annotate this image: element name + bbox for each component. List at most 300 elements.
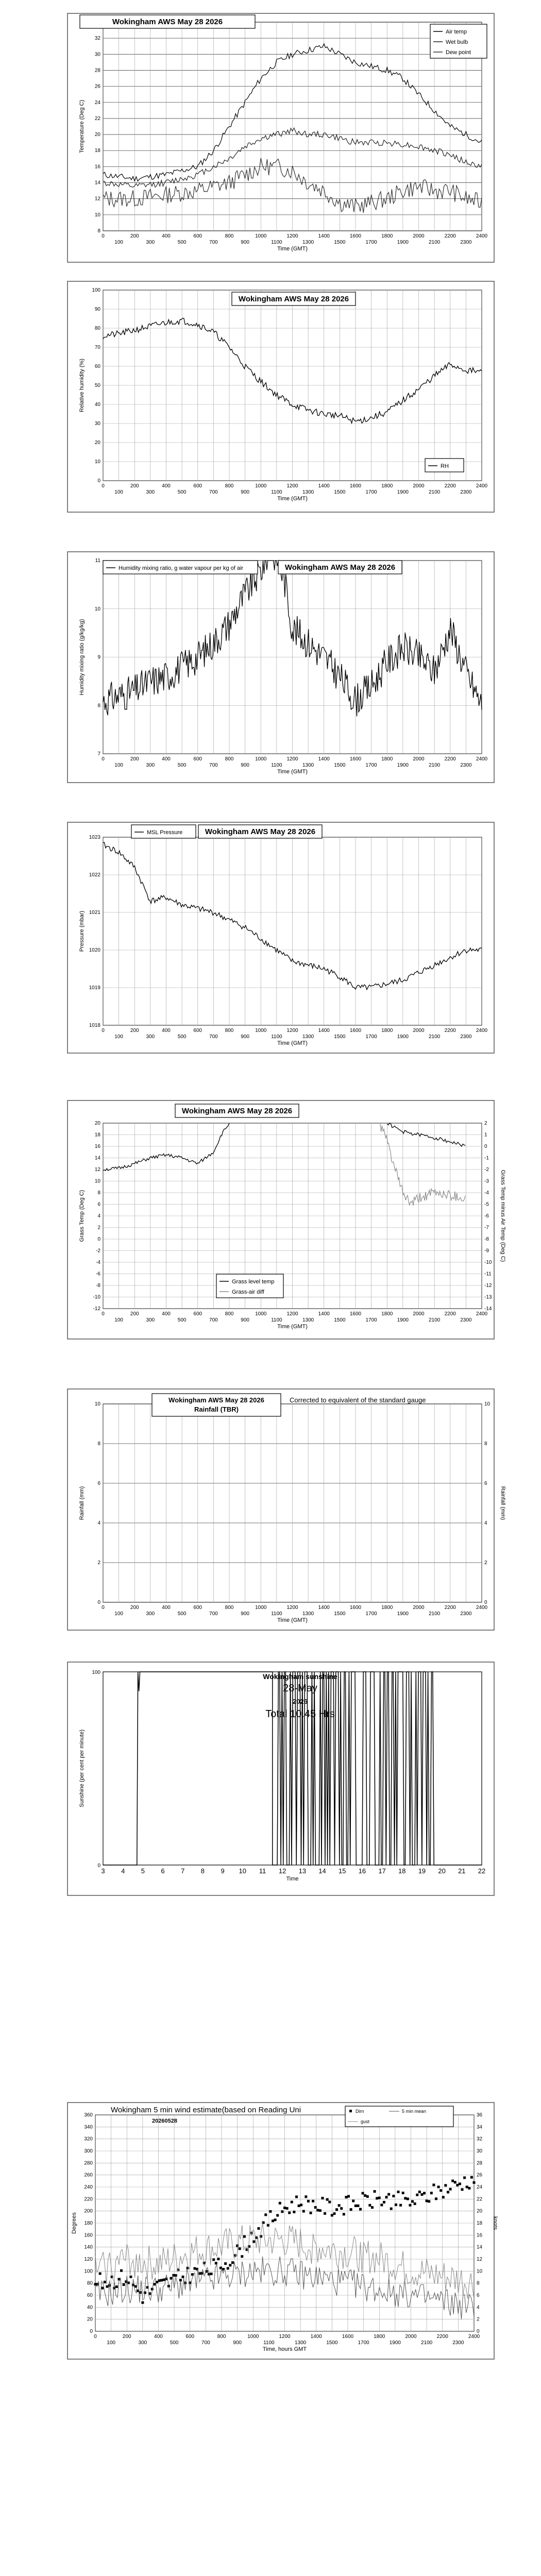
wind-direction-point xyxy=(181,2276,184,2278)
wind-direction-point xyxy=(241,2255,243,2258)
y-tick-label: -12 xyxy=(93,1306,100,1312)
x-tick-label: 1900 xyxy=(397,240,409,245)
legend-entry: MSL Pressure xyxy=(147,829,183,836)
mixing-ratio-chart xyxy=(67,551,495,783)
x-tick-label: 1900 xyxy=(397,1034,409,1040)
wind-direction-point xyxy=(276,2214,279,2217)
x-tick-label: 0 xyxy=(94,2334,97,2340)
y-tick-label: 1021 xyxy=(89,910,100,916)
wind-direction-point xyxy=(399,2204,402,2207)
y-tick-label: 240 xyxy=(84,2184,93,2190)
wind-direction-point xyxy=(193,2267,196,2270)
y-right-tick-label: -4 xyxy=(484,1190,489,1196)
temperature-chart xyxy=(67,13,495,263)
chart-note: Corrected to equivalent of the standard gauge xyxy=(290,1396,426,1404)
y-tick-label: 80 xyxy=(87,2280,93,2286)
y-right-tick-label: 2 xyxy=(484,1121,487,1126)
chart-subtitle: Rainfall (TBR) xyxy=(194,1405,239,1413)
wind-direction-point xyxy=(243,2235,246,2238)
x-tick-label: 1100 xyxy=(271,240,282,245)
wind-direction-point xyxy=(302,2210,305,2213)
wind-direction-point xyxy=(362,2192,364,2195)
wind-direction-point xyxy=(338,2204,341,2207)
y-tick-label: 0 xyxy=(97,1236,100,1242)
y-tick-label: 2 xyxy=(97,1225,100,1231)
x-tick-label: 1100 xyxy=(271,1611,282,1617)
wind-direction-point xyxy=(288,2211,291,2214)
wind-direction-point xyxy=(340,2207,343,2210)
wind-direction-point xyxy=(437,2185,440,2188)
wind-direction-point xyxy=(428,2200,430,2202)
x-tick-label: 1000 xyxy=(247,2334,259,2340)
x-tick-label: 0 xyxy=(102,756,105,762)
wind-direction-point xyxy=(310,2212,312,2214)
wind-direction-point xyxy=(104,2281,106,2283)
wind-direction-point xyxy=(210,2273,213,2275)
wind-direction-point xyxy=(451,2179,454,2182)
y-tick-label: 100 xyxy=(92,1670,100,1675)
wind-direction-point xyxy=(144,2292,146,2294)
x-tick-label: 1700 xyxy=(365,489,377,495)
chart-title: Wokingham AWS May 28 2026 xyxy=(168,1396,264,1404)
chart-title: Wokingham AWS May 28 2026 xyxy=(181,1107,293,1115)
y-axis-label: Temperature (Deg C) xyxy=(79,99,85,154)
x-tick-label: 2300 xyxy=(460,489,472,495)
mixing-ratio-chart-svg xyxy=(67,551,495,783)
y-tick-label: 340 xyxy=(84,2124,93,2130)
y-tick-label: 280 xyxy=(84,2160,93,2166)
x-tick-label: 1800 xyxy=(381,483,393,489)
y-tick-label: 24 xyxy=(94,99,100,106)
y-tick-label: 60 xyxy=(94,364,100,369)
wind-direction-point xyxy=(449,2188,452,2191)
y-tick-label: 0 xyxy=(97,1600,100,1605)
wind-direction-point xyxy=(350,2208,352,2211)
x-tick-label: 1100 xyxy=(271,1317,282,1323)
y-right-tick-label: 12 xyxy=(477,2257,483,2262)
wind-direction-point xyxy=(380,2204,383,2206)
y-tick-label: 14 xyxy=(94,1155,100,1161)
x-tick-label: 1000 xyxy=(255,1028,267,1033)
wind-direction-point xyxy=(300,2204,302,2206)
x-tick-label: 5 xyxy=(141,1867,145,1875)
wind-direction-point xyxy=(322,2197,324,2199)
x-tick-label: 1400 xyxy=(318,483,330,489)
x-tick-label: 2200 xyxy=(444,1311,456,1317)
y-tick-label: 80 xyxy=(94,326,100,331)
x-tick-label: 0 xyxy=(102,233,105,239)
wind-direction-point xyxy=(456,2184,459,2187)
y-right-tick-label: 4 xyxy=(477,2304,480,2311)
x-tick-label: 7 xyxy=(181,1867,185,1875)
x-tick-label: 0 xyxy=(102,483,105,489)
x-tick-label: 2200 xyxy=(444,233,456,239)
x-tick-label: 300 xyxy=(146,1034,155,1040)
x-tick-label: 2300 xyxy=(460,240,472,245)
x-tick-label: 200 xyxy=(130,1311,139,1317)
y-tick-label: 12 xyxy=(94,1167,100,1173)
chart-date: 28-May xyxy=(283,1683,317,1694)
x-tick-label: 1200 xyxy=(286,756,298,762)
x-tick-label: 1800 xyxy=(381,1605,393,1611)
x-tick-label: 1600 xyxy=(342,2334,354,2340)
wind-direction-point xyxy=(439,2189,442,2192)
x-tick-label: 1400 xyxy=(318,1028,330,1033)
y-right-tick-label: -8 xyxy=(484,1236,489,1242)
x-tick-label: 2300 xyxy=(460,1611,472,1617)
x-tick-label: 1800 xyxy=(381,756,393,762)
x-tick-label: 2200 xyxy=(444,1605,456,1611)
x-tick-label: 1700 xyxy=(365,762,377,768)
x-tick-label: 100 xyxy=(114,1317,123,1323)
chart-title: Wokingham 5 min wind estimate(based on Reading Uni xyxy=(111,2106,301,2114)
wind-direction-point xyxy=(468,2187,470,2190)
x-tick-label: 2400 xyxy=(476,1311,488,1317)
x-tick-label: 300 xyxy=(138,2340,147,2346)
x-tick-label: 1400 xyxy=(318,1605,330,1611)
y-right-tick-label: 1 xyxy=(484,1132,487,1138)
x-tick-label: 1900 xyxy=(397,762,409,768)
wind-direction-point xyxy=(326,2198,329,2201)
x-tick-label: 1800 xyxy=(381,1311,393,1317)
x-tick-label: 600 xyxy=(193,233,202,239)
x-tick-label: 1700 xyxy=(365,1611,377,1617)
wind-direction-point xyxy=(175,2274,177,2277)
x-tick-label: 800 xyxy=(225,756,234,762)
x-tick-label: 2000 xyxy=(413,1311,425,1317)
x-tick-label: 1400 xyxy=(318,1311,330,1317)
x-tick-label: 600 xyxy=(185,2334,195,2340)
x-tick-label: 2000 xyxy=(413,233,425,239)
wind-direction-point xyxy=(224,2262,227,2265)
legend-entry: gust xyxy=(361,2119,370,2124)
wind-direction-point xyxy=(314,2206,317,2209)
x-tick-label: 300 xyxy=(146,1317,155,1323)
x-axis-label: Time xyxy=(286,1876,299,1882)
y-axis-label: Rainfall (mm) xyxy=(79,1486,85,1520)
x-tick-label: 300 xyxy=(146,1611,155,1617)
y-tick-label: -6 xyxy=(96,1271,100,1277)
x-tick-label: 2000 xyxy=(413,483,425,489)
humidity-chart-svg xyxy=(67,281,495,513)
wind-direction-point xyxy=(426,2199,428,2202)
wind-direction-point xyxy=(120,2269,123,2272)
y-tick-label: 320 xyxy=(84,2136,93,2142)
y-tick-label: 100 xyxy=(92,287,100,293)
x-tick-label: 900 xyxy=(241,489,249,495)
y-right-tick-label: -3 xyxy=(484,1178,489,1184)
x-tick-label: 400 xyxy=(162,1605,171,1611)
x-tick-label: 20 xyxy=(438,1867,446,1875)
x-tick-label: 200 xyxy=(130,483,139,489)
x-tick-label: 1200 xyxy=(286,1311,298,1317)
x-tick-label: 2100 xyxy=(429,1611,441,1617)
x-tick-label: 800 xyxy=(225,1605,234,1611)
x-tick-label: 2300 xyxy=(460,762,472,768)
wind-direction-point xyxy=(416,2194,418,2196)
y-right-tick-label: 8 xyxy=(477,2280,480,2286)
y-tick-label: 0 xyxy=(97,478,100,484)
y-axis-label: Grass Temp (Deg C) xyxy=(79,1190,85,1242)
x-tick-label: 400 xyxy=(162,1028,171,1033)
x-tick-label: 2100 xyxy=(429,240,441,245)
x-tick-label: 15 xyxy=(338,1867,346,1875)
x-tick-label: 900 xyxy=(233,2340,242,2346)
legend-entry: Grass-air diff xyxy=(232,1289,264,1295)
y-right-tick-label: 10 xyxy=(484,1401,491,1407)
y-tick-label: 10 xyxy=(94,1401,100,1407)
wind-direction-point xyxy=(352,2199,354,2202)
wind-direction-point xyxy=(414,2202,416,2205)
x-tick-label: 2000 xyxy=(413,756,425,762)
x-axis-label: Time (GMT) xyxy=(277,496,308,502)
wind-direction-point xyxy=(359,2208,362,2211)
wind-direction-point xyxy=(141,2301,144,2304)
wind-direction-point xyxy=(101,2287,104,2290)
x-tick-label: 1700 xyxy=(365,1317,377,1323)
y-right-tick-label: 24 xyxy=(477,2184,483,2190)
wind-direction-point xyxy=(432,2183,435,2186)
x-tick-label: 13 xyxy=(298,1867,307,1875)
y-tick-label: 20 xyxy=(94,1121,100,1126)
wind-direction-point xyxy=(470,2176,473,2179)
x-tick-label: 800 xyxy=(217,2334,226,2340)
x-tick-label: 2000 xyxy=(405,2334,417,2340)
x-tick-label: 0 xyxy=(102,1605,105,1611)
wind-direction-point xyxy=(217,2258,219,2260)
y-right-tick-label: 14 xyxy=(477,2244,483,2250)
y-axis-label: Relative humidity (%) xyxy=(79,359,85,412)
y-right-tick-label: 22 xyxy=(477,2196,483,2202)
x-tick-label: 300 xyxy=(146,489,155,495)
y-tick-label: 22 xyxy=(94,115,100,122)
legend-entry: Dew point xyxy=(446,49,471,56)
x-tick-label: 100 xyxy=(114,489,123,495)
y-tick-label: 4 xyxy=(97,1520,100,1526)
wind-direction-point xyxy=(395,2204,397,2206)
y-tick-label: 11 xyxy=(95,558,100,564)
x-tick-label: 800 xyxy=(225,483,234,489)
x-tick-label: 800 xyxy=(225,233,234,239)
chart-subtitle: 20260528 xyxy=(152,2118,177,2124)
x-tick-label: 100 xyxy=(114,240,123,245)
wind-direction-point xyxy=(160,2279,163,2281)
y-tick-label: 26 xyxy=(94,83,100,90)
y-right-axis-label: Rainfall (mm) xyxy=(500,1486,506,1520)
x-tick-label: 700 xyxy=(209,762,218,768)
x-tick-label: 200 xyxy=(130,1605,139,1611)
x-tick-label: 600 xyxy=(193,1028,202,1033)
wind-direction-point xyxy=(402,2192,404,2194)
wind-direction-point xyxy=(418,2191,421,2193)
wind-direction-point xyxy=(454,2181,457,2183)
x-tick-label: 100 xyxy=(114,762,123,768)
wind-direction-point xyxy=(335,2208,338,2211)
y-right-tick-label: 32 xyxy=(477,2136,483,2142)
x-axis-label: Time, hours GMT xyxy=(262,2346,307,2352)
x-tick-label: 3 xyxy=(101,1867,105,1875)
x-tick-label: 300 xyxy=(146,240,155,245)
wind-direction-point xyxy=(461,2188,464,2191)
x-tick-label: 1600 xyxy=(349,483,362,489)
wind-direction-point xyxy=(316,2209,319,2211)
x-tick-label: 700 xyxy=(209,489,218,495)
y-tick-label: 120 xyxy=(84,2257,93,2262)
x-tick-label: 2300 xyxy=(452,2340,464,2346)
x-tick-label: 1200 xyxy=(286,1605,298,1611)
x-tick-label: 1000 xyxy=(255,1605,267,1611)
y-tick-label: 12 xyxy=(94,196,100,202)
x-tick-label: 1300 xyxy=(302,762,314,768)
y-tick-label: 20 xyxy=(87,2316,93,2323)
wind-direction-point xyxy=(411,2200,414,2202)
y-tick-label: 100 xyxy=(84,2268,93,2275)
wind-direction-point xyxy=(312,2200,314,2202)
wind-direction-point xyxy=(466,2185,468,2188)
chart-title: Wokingham AWS May 28 2026 xyxy=(112,18,223,26)
y-axis-label: Pressure (mbar) xyxy=(79,910,85,952)
wind-direction-point xyxy=(404,2197,407,2199)
x-tick-label: 200 xyxy=(130,1028,139,1033)
x-tick-label: 1900 xyxy=(397,1317,409,1323)
x-tick-label: 2100 xyxy=(429,1317,441,1323)
x-tick-label: 1100 xyxy=(271,489,282,495)
y-axis-label: Degrees xyxy=(71,2212,77,2234)
y-tick-label: 1019 xyxy=(89,985,100,991)
y-right-tick-label: 4 xyxy=(484,1520,487,1526)
x-tick-label: 1600 xyxy=(349,1311,362,1317)
x-tick-label: 1100 xyxy=(271,762,282,768)
y-tick-label: -4 xyxy=(96,1260,100,1265)
x-tick-label: 1200 xyxy=(286,483,298,489)
wind-direction-point xyxy=(227,2267,229,2269)
y-tick-label: 90 xyxy=(94,307,100,312)
wind-direction-point xyxy=(371,2206,374,2209)
x-tick-label: 700 xyxy=(209,1034,218,1040)
x-tick-label: 1100 xyxy=(263,2340,275,2346)
x-tick-label: 2200 xyxy=(436,2334,448,2340)
x-tick-label: 500 xyxy=(177,240,187,245)
y-tick-label: 10 xyxy=(94,459,100,465)
wind-direction-point xyxy=(392,2195,395,2197)
x-tick-label: 12 xyxy=(278,1867,286,1875)
x-tick-label: 1500 xyxy=(326,2340,338,2346)
y-right-tick-label: -5 xyxy=(484,1201,489,1208)
temperature-chart-svg xyxy=(67,13,495,263)
wind-direction-point xyxy=(269,2210,272,2213)
wind-direction-point xyxy=(307,2200,310,2202)
y-tick-label: 8 xyxy=(97,228,100,234)
wind-direction-point xyxy=(331,2214,333,2216)
x-tick-label: 2200 xyxy=(444,1028,456,1033)
x-tick-label: 900 xyxy=(241,1317,249,1323)
x-tick-label: 1100 xyxy=(271,1034,282,1040)
x-tick-label: 2300 xyxy=(460,1034,472,1040)
wind-direction-point xyxy=(264,2213,267,2216)
wind-direction-point xyxy=(357,2205,359,2207)
legend-swatch xyxy=(349,2110,352,2112)
y-right-tick-label: -9 xyxy=(484,1248,489,1254)
wind-direction-point xyxy=(366,2195,369,2198)
x-tick-label: 700 xyxy=(209,240,218,245)
x-tick-label: 300 xyxy=(146,762,155,768)
y-tick-label: 8 xyxy=(97,703,100,709)
y-right-tick-label: 18 xyxy=(477,2221,483,2226)
y-right-tick-label: 34 xyxy=(477,2124,483,2130)
y-tick-label: 30 xyxy=(94,52,100,58)
wind-direction-point xyxy=(115,2285,118,2288)
grass-temperature-chart-svg xyxy=(67,1100,506,1340)
x-axis-label: Time (GMT) xyxy=(277,1040,308,1046)
x-tick-label: 1600 xyxy=(349,233,362,239)
x-tick-label: 1700 xyxy=(365,240,377,245)
y-tick-label: 1023 xyxy=(89,835,100,840)
y-tick-label: 0 xyxy=(97,1863,100,1869)
y-right-tick-label: 26 xyxy=(477,2172,483,2178)
wind-direction-point xyxy=(423,2192,426,2194)
x-tick-label: 1800 xyxy=(381,1028,393,1033)
x-tick-label: 2200 xyxy=(444,756,456,762)
y-right-tick-label: 8 xyxy=(484,1441,487,1447)
wind-direction-point xyxy=(385,2196,388,2198)
wind-direction-point xyxy=(274,2218,277,2221)
x-tick-label: 2400 xyxy=(476,233,488,239)
wind-direction-point xyxy=(239,2247,241,2250)
y-right-tick-label: 30 xyxy=(477,2148,483,2154)
x-tick-label: 100 xyxy=(114,1611,123,1617)
x-tick-label: 400 xyxy=(154,2334,163,2340)
x-tick-label: 200 xyxy=(122,2334,131,2340)
y-tick-label: 200 xyxy=(84,2208,93,2214)
sunshine-chart-svg xyxy=(67,1662,495,1896)
wind-direction-point xyxy=(447,2191,449,2193)
wind-direction-point xyxy=(295,2195,298,2198)
x-tick-label: 1600 xyxy=(349,1605,362,1611)
x-axis-label: Time (GMT) xyxy=(277,1617,308,1623)
wind-direction-point xyxy=(383,2201,385,2204)
x-tick-label: 1600 xyxy=(349,756,362,762)
x-tick-label: 1900 xyxy=(397,1611,409,1617)
x-tick-label: 400 xyxy=(162,483,171,489)
wind-direction-point xyxy=(252,2241,255,2243)
x-tick-label: 11 xyxy=(259,1867,266,1875)
wind-direction-point xyxy=(158,2279,161,2282)
y-right-tick-label: 0 xyxy=(477,2329,480,2334)
x-tick-label: 1500 xyxy=(334,489,346,495)
wind-direction-point xyxy=(123,2283,125,2286)
legend-entry: 5 min mean xyxy=(402,2109,427,2114)
x-tick-label: 200 xyxy=(130,756,139,762)
y-right-tick-label: 10 xyxy=(477,2268,483,2275)
wind-direction-point xyxy=(420,2193,423,2196)
x-tick-label: 2400 xyxy=(476,756,488,762)
y-right-tick-label: -14 xyxy=(484,1306,492,1312)
y-tick-label: 7 xyxy=(97,751,100,757)
x-tick-label: 1000 xyxy=(255,1311,267,1317)
x-tick-label: 2000 xyxy=(413,1605,425,1611)
x-tick-label: 2100 xyxy=(429,762,441,768)
x-tick-label: 8 xyxy=(200,1867,205,1875)
chart-title: Wokingham AWS May 28 2026 xyxy=(284,563,396,572)
x-tick-label: 100 xyxy=(114,1034,123,1040)
x-tick-label: 1400 xyxy=(310,2334,322,2340)
y-axis-label: Humidity mixing ratio (g/kg/kg) xyxy=(79,619,85,696)
y-tick-label: 14 xyxy=(94,180,100,186)
wind-direction-point xyxy=(99,2272,102,2275)
y-right-tick-label: -11 xyxy=(484,1271,492,1277)
y-right-tick-label: 16 xyxy=(477,2232,483,2239)
y-right-tick-label: -13 xyxy=(484,1294,492,1300)
